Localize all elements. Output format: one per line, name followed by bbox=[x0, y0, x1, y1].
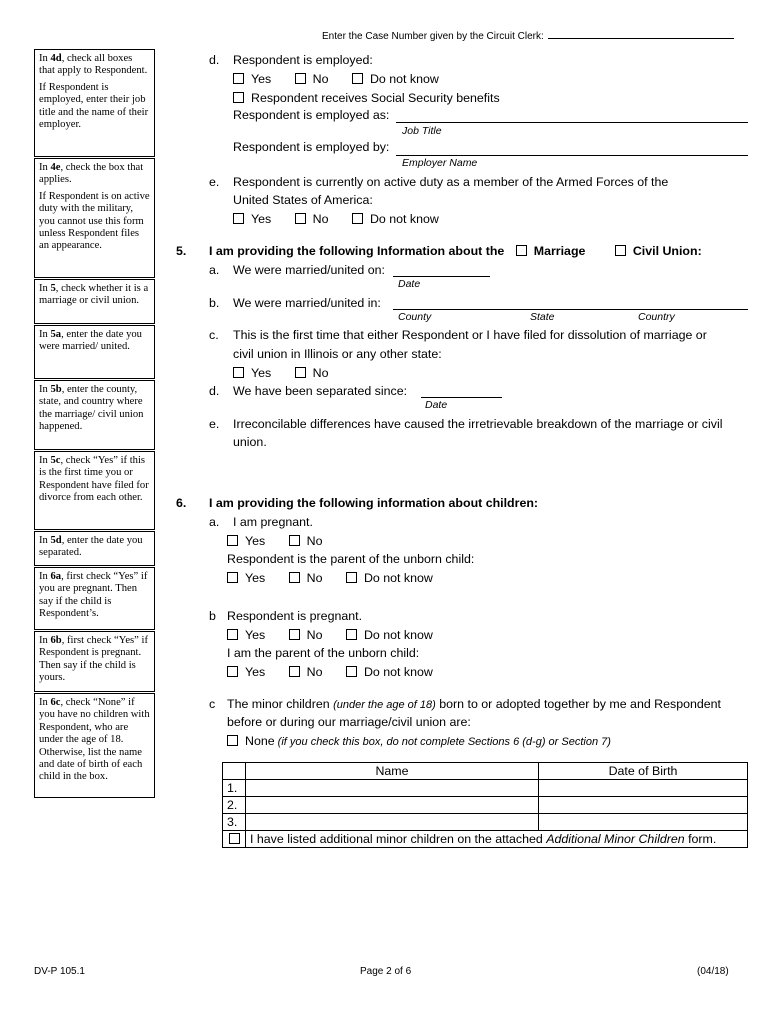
child-dob-cell[interactable] bbox=[539, 797, 748, 814]
sidebar-instruction-box bbox=[34, 451, 155, 530]
s4e-letter: e. bbox=[209, 175, 220, 189]
s6c-letter: c bbox=[209, 697, 216, 711]
child-name-cell[interactable] bbox=[246, 797, 539, 814]
s4d-title: Respondent is employed: bbox=[233, 53, 373, 67]
sidebar-instruction-text: If Respondent is on active duty with the military, you cannot use this form unless Respondent files an appearance. bbox=[39, 190, 150, 252]
child-dob-cell[interactable] bbox=[539, 780, 748, 797]
additional-pre: I have listed additional minor children on the attached bbox=[250, 832, 547, 846]
s6a2-dnk-checkbox[interactable] bbox=[346, 572, 357, 583]
s6b-no-checkbox[interactable] bbox=[289, 629, 300, 640]
none-label: None bbox=[245, 734, 275, 748]
marriage-date-field[interactable] bbox=[393, 276, 490, 277]
revision-date: (04/18) bbox=[697, 966, 729, 977]
additional-post: form. bbox=[684, 832, 717, 846]
s5c-line1: This is the first time that either Respondent or I have filed for dissolution of marriage or bbox=[233, 328, 707, 342]
row-number: 1. bbox=[223, 780, 246, 797]
child-name-cell[interactable] bbox=[246, 780, 539, 797]
form-id: DV-P 105.1 bbox=[34, 966, 85, 977]
s6a2-dnk-label: Do not know bbox=[363, 571, 433, 585]
s6c-age-note: (under the age of 18) bbox=[333, 699, 436, 711]
s4e-line1: Respondent is currently on active duty as a member of the Armed Forces of the bbox=[233, 175, 669, 189]
s6b-no-label: No bbox=[306, 628, 323, 642]
s4d-employed-as: Respondent is employed as: bbox=[233, 108, 390, 122]
s5-title-row bbox=[209, 244, 702, 258]
additional-children-checkbox[interactable] bbox=[229, 833, 240, 844]
s4e-dnk-label: Do not know bbox=[369, 212, 439, 226]
civil-union-label: Civil Union: bbox=[632, 244, 702, 258]
dob-header: Date of Birth bbox=[539, 763, 748, 780]
s6b2-no-label: No bbox=[306, 665, 323, 679]
name-header: Name bbox=[246, 763, 539, 780]
sidebar-instruction-text: In 5d, enter the date you separated. bbox=[39, 535, 143, 559]
s6a2-no-checkbox[interactable] bbox=[289, 572, 300, 583]
sidebar-instruction-text: In 5a, enter the date you were married/ united. bbox=[39, 329, 142, 353]
table-row bbox=[223, 814, 748, 831]
sidebar-instruction-text: In 5c, check “Yes” if this is the first time you or Respondent have filed for divorce from each other. bbox=[39, 455, 149, 504]
marriage-label: Marriage bbox=[533, 244, 586, 258]
s6a-options bbox=[227, 534, 323, 548]
sidebar-instruction-text: In 4e, check the box that applies. bbox=[39, 162, 144, 186]
sidebar-instruction-box bbox=[34, 158, 155, 278]
s6-number: 6. bbox=[176, 496, 187, 510]
s4e-line2: United States of America: bbox=[233, 193, 373, 207]
s6a2-options bbox=[227, 571, 433, 585]
s5a-letter: a. bbox=[209, 263, 220, 277]
employer-name-caption: Employer Name bbox=[402, 157, 478, 169]
s4d-no-checkbox[interactable] bbox=[295, 73, 306, 84]
s5e-line1: Irreconcilable differences have caused the irretrievable breakdown of the marriage or civil bbox=[233, 417, 723, 431]
s5e-letter: e. bbox=[209, 417, 220, 431]
s6b2-options bbox=[227, 665, 433, 679]
s6b-parent: I am the parent of the unborn child: bbox=[227, 646, 420, 660]
none-checkbox[interactable] bbox=[227, 735, 238, 746]
children-table-header bbox=[223, 763, 748, 780]
civil-union-checkbox[interactable] bbox=[615, 245, 626, 256]
sidebar-instruction-text: In 5, check whether it is a marriage or civil union. bbox=[39, 283, 149, 307]
s5c-no-checkbox[interactable] bbox=[295, 367, 306, 378]
s6c-pre: The minor children bbox=[227, 697, 334, 711]
table-row bbox=[223, 780, 748, 797]
s5b-letter: b. bbox=[209, 296, 220, 310]
additional-checkbox-cell bbox=[223, 831, 246, 848]
child-name-cell[interactable] bbox=[246, 814, 539, 831]
s5c-letter: c. bbox=[209, 328, 219, 342]
children-table bbox=[222, 762, 748, 848]
s5d-letter: d. bbox=[209, 384, 220, 398]
s5c-no-label: No bbox=[312, 366, 329, 380]
page-number: Page 2 of 6 bbox=[360, 966, 412, 977]
s6a-text: I am pregnant. bbox=[233, 515, 313, 529]
s6b-options bbox=[227, 628, 433, 642]
s5c-line2: civil union in Illinois or any other state: bbox=[233, 347, 442, 361]
sidebar-instruction-text: In 6c, check “None” if you have no children with Respondent, who are under the age of 18. Otherwise, list the name and date of birth of each child in the box. bbox=[39, 697, 150, 783]
s4d-ssb bbox=[233, 91, 500, 105]
sidebar-instruction-text: In 4d, check all boxes that apply to Respondent. bbox=[39, 53, 148, 77]
s5-title: I am providing the following Information about the bbox=[209, 244, 505, 258]
sidebar-instruction-text: In 5b, enter the county, state, and country where the marriage/ civil union happened. bbox=[39, 384, 144, 433]
case-number-field[interactable] bbox=[548, 29, 734, 39]
marriage-place-field[interactable] bbox=[393, 309, 748, 310]
sidebar-instruction-box bbox=[34, 693, 155, 798]
s5c-yes-label: Yes bbox=[251, 366, 272, 380]
s4d-letter: d. bbox=[209, 53, 220, 67]
s5-number: 5. bbox=[176, 244, 187, 258]
s4e-no-checkbox[interactable] bbox=[295, 213, 306, 224]
sidebar-instruction-box bbox=[34, 631, 155, 692]
separation-date-field[interactable] bbox=[421, 397, 502, 398]
s4d-dnk-checkbox[interactable] bbox=[352, 73, 363, 84]
s6b-text: Respondent is pregnant. bbox=[227, 609, 363, 623]
s6c-line1 bbox=[227, 697, 721, 711]
s4e-options bbox=[233, 212, 439, 226]
s4d-dnk-label: Do not know bbox=[369, 72, 439, 86]
s6a-parent: Respondent is the parent of the unborn child: bbox=[227, 552, 475, 566]
country-caption: Country bbox=[638, 311, 675, 323]
row-number-header bbox=[223, 763, 246, 780]
s6b-yes-label: Yes bbox=[245, 628, 266, 642]
s4d-no-label: No bbox=[312, 72, 329, 86]
s6b-dnk-checkbox[interactable] bbox=[346, 629, 357, 640]
s6c-line2: before or during our marriage/civil union are: bbox=[227, 715, 471, 729]
sidebar-instruction-text: If Respondent is employed, enter their job title and the name of their employer. bbox=[39, 81, 149, 131]
s5e-line2: union. bbox=[233, 435, 267, 449]
s4e-no-label: No bbox=[312, 212, 329, 226]
s5a-text: We were married/united on: bbox=[233, 263, 385, 277]
s6b-dnk-label: Do not know bbox=[363, 628, 433, 642]
s6b-yes-checkbox[interactable] bbox=[227, 629, 238, 640]
s4d-ssb-label: Respondent receives Social Security benefits bbox=[251, 91, 500, 105]
additional-form-name: Additional Minor Children bbox=[546, 832, 685, 846]
s5a-date-caption: Date bbox=[398, 278, 421, 290]
s6a-yes-label: Yes bbox=[245, 534, 266, 548]
s6-title: I am providing the following information about children: bbox=[209, 496, 539, 510]
s6c-post: born to or adopted together by me and Respondent bbox=[435, 697, 721, 711]
sidebar-instruction-box bbox=[34, 531, 155, 566]
sidebar-instruction-box bbox=[34, 49, 155, 157]
job-title-caption: Job Title bbox=[402, 125, 442, 137]
sidebar-instruction-box bbox=[34, 279, 155, 324]
s5d-date-caption: Date bbox=[425, 399, 448, 411]
s6a-letter: a. bbox=[209, 515, 220, 529]
s4e-yes-label: Yes bbox=[251, 212, 272, 226]
sidebar-instruction-text: In 6a, first check “Yes” if you are pregnant. Then say if the child is Respondent’s. bbox=[39, 571, 148, 620]
case-number-label: Enter the Case Number given by the Circuit Clerk: bbox=[322, 31, 544, 42]
s4d-ssb-checkbox[interactable] bbox=[233, 92, 244, 103]
employer-name-field[interactable] bbox=[396, 155, 748, 156]
job-title-field[interactable] bbox=[396, 122, 748, 123]
case-number-header bbox=[322, 29, 734, 42]
s6a2-no-label: No bbox=[306, 571, 323, 585]
s5c-options bbox=[233, 366, 329, 380]
s6a2-yes-label: Yes bbox=[245, 571, 266, 585]
s5b-text: We were married/united in: bbox=[233, 296, 381, 310]
s6b2-dnk-label: Do not know bbox=[363, 665, 433, 679]
s4e-yes-checkbox[interactable] bbox=[233, 213, 244, 224]
s4d-options bbox=[233, 72, 439, 86]
additional-children-text bbox=[246, 831, 748, 848]
s6b2-dnk-checkbox[interactable] bbox=[346, 666, 357, 677]
s6a-no-checkbox[interactable] bbox=[289, 535, 300, 546]
row-number: 3. bbox=[223, 814, 246, 831]
sidebar-instruction-box bbox=[34, 380, 155, 450]
s4d-yes-label: Yes bbox=[251, 72, 272, 86]
none-note: (if you check this box, do not complete Sections 6 (d-g) or Section 7) bbox=[274, 736, 611, 748]
s5c-yes-checkbox[interactable] bbox=[233, 367, 244, 378]
s6b2-yes-label: Yes bbox=[245, 665, 266, 679]
marriage-checkbox[interactable] bbox=[516, 245, 527, 256]
s5d-text: We have been separated since: bbox=[233, 384, 408, 398]
s6a-yes-checkbox[interactable] bbox=[227, 535, 238, 546]
sidebar-instruction-box bbox=[34, 325, 155, 379]
s6a-no-label: No bbox=[306, 534, 323, 548]
table-row bbox=[223, 797, 748, 814]
s6b-letter: b bbox=[209, 609, 216, 623]
s4d-employed-by: Respondent is employed by: bbox=[233, 140, 390, 154]
additional-children-row bbox=[223, 831, 748, 848]
s6a2-yes-checkbox[interactable] bbox=[227, 572, 238, 583]
s6b2-yes-checkbox[interactable] bbox=[227, 666, 238, 677]
s4e-dnk-checkbox[interactable] bbox=[352, 213, 363, 224]
s6c-none-row bbox=[227, 734, 611, 748]
s4d-yes-checkbox[interactable] bbox=[233, 73, 244, 84]
sidebar-instruction-text: In 6b, first check “Yes” if Respondent is pregnant. Then say if the child is yours. bbox=[39, 635, 148, 684]
child-dob-cell[interactable] bbox=[539, 814, 748, 831]
s6b2-no-checkbox[interactable] bbox=[289, 666, 300, 677]
row-number: 2. bbox=[223, 797, 246, 814]
sidebar-instruction-box bbox=[34, 567, 155, 630]
state-caption: State bbox=[530, 311, 555, 323]
county-caption: County bbox=[398, 311, 432, 323]
